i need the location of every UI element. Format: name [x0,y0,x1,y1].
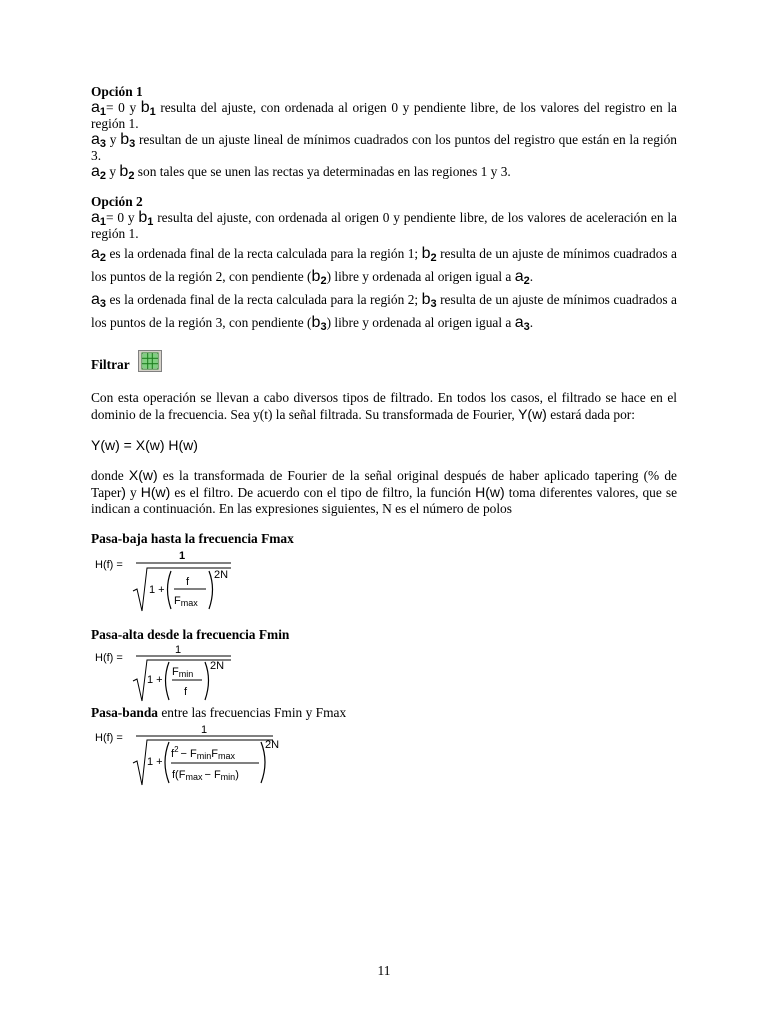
filter-heading: Filtrar [91,356,677,376]
highpass-frac-denominator: f [184,686,188,698]
document-body [91,84,677,787]
fourier-equation: Y(w) = X(w) H(w) [91,437,198,453]
bandpass-formula [91,723,291,787]
bandpass-lhs: H(f) = [95,732,123,744]
option1-paragraph-1: $a_1= 0$ y $b_1$ resulta del ajuste, con ordenada al origen 0 y pendiente libre, de los valores del registro en la región 1. [91,99,677,131]
highpass-lhs: H(f) = [95,652,123,664]
highpass-one-plus: 1 + [147,674,163,686]
bandpass-one-plus: 1 + [147,756,163,768]
option2-paragraph-2: $a_2$ es la ordenada final de la recta calculada para la región 1; $b_2$ resulta de un ajuste de mínimos cuadrados a los puntos de la región 2, con pendiente $(b_2)$ libre y ordenada al origen igual a $a_2$. [91,245,677,287]
bandpass-frac-denominator: f(Fmax − Fmin) [172,769,239,782]
option1-paragraph-2: $a_3$ y $b_3$ resultan de un ajuste lineal de mínimos cuadrados con los puntos del registro que están en la región 3. [91,131,677,163]
filter-intro: Con esta operación se llevan a cabo diversos tipos de filtrado. En todos los casos, el filtrado se hace en el dominio de la frecuencia. Sea y(t) la señal filtrada. Su transformada de Fourier, Y(w) estará dada por: [91,390,677,422]
bandpass-heading: Pasa-banda entre las frecuencias Fmin y Fmax [91,705,347,720]
option2-paragraph-3: $a_3$ es la ordenada final de la recta calculada para la región 2; $b_3$ resulta de un ajuste de mínimos cuadrados a los puntos de la región 3, con pendiente $(b_3)$ libre y ordenada al origen igual a $a_3$. [91,291,677,333]
lowpass-frac-denominator: Fmax [174,595,198,608]
highpass-exponent: 2N [210,660,225,672]
grid-icon[interactable] [138,350,162,376]
filter-description: donde X(w) es la transformada de Fourier de la señal original después de haber aplicado tapering (% de Taper) y H(w) es el filtro. De acuerdo con el tipo de filtro, la función H(w) toma diferentes valores, que se indican a continuación. En las expresiones siguientes, N es el número de polos [91,467,678,516]
page-number: 11 [377,963,391,978]
highpass-frac-numerator: Fmin [172,666,194,679]
lowpass-frac-numerator: f [186,576,190,588]
lowpass-heading: Pasa-baja hasta la frecuencia Fmax [91,531,294,546]
highpass-heading: Pasa-alta desde la frecuencia Fmin [91,627,290,642]
bandpass-exponent: 2N [265,739,280,751]
bandpass-numerator: 1 [201,724,208,736]
lowpass-numerator: 1 [179,550,186,562]
option1-paragraph-3: $a_2$ y $b_2$ son tales que se unen las rectas ya determinadas en las regiones 1 y 3. [91,163,511,182]
lowpass-formula [91,549,251,617]
option1-heading: Opción 1 [91,84,143,99]
highpass-formula [91,645,251,705]
highpass-numerator: 1 [175,645,182,656]
lowpass-lhs: H(f) = [95,559,123,571]
option2-heading: Opción 2 [91,194,143,209]
lowpass-one-plus: 1 + [149,584,165,596]
option2-paragraph-1: $a_1= 0$ y $b_1$ resulta del ajuste, con ordenada al origen 0 y pendiente libre, de los valores de aceleración en la región 1. [91,209,677,241]
bandpass-frac-numerator: $f^2$ − FminFmax [171,745,235,761]
lowpass-exponent: 2N [214,569,229,581]
